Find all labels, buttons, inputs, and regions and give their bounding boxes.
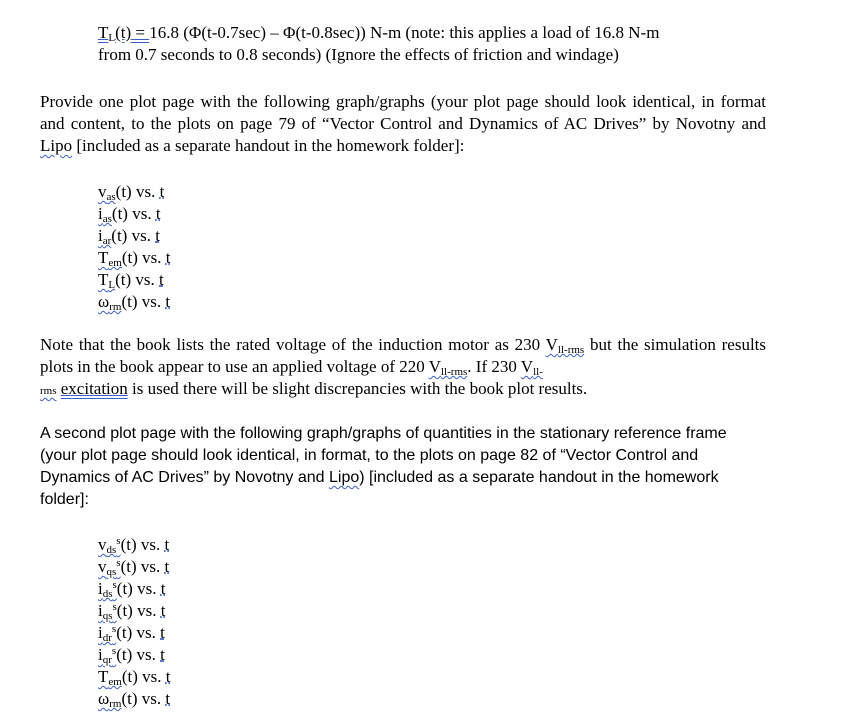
lipo-name: Lipo — [40, 136, 73, 155]
time-variable: t — [159, 182, 165, 201]
versus-text: (t) vs. — [121, 667, 166, 686]
quantity-symbol: $i_{as}$ — [98, 204, 112, 225]
versus-text: (t) vs. — [111, 226, 156, 245]
time-variable: t — [155, 204, 161, 223]
versus-text: (t) vs. — [121, 292, 166, 311]
quantity-symbol: $\omega_{rm}$ — [98, 689, 122, 710]
list-item — [98, 622, 171, 644]
time-variable: t — [159, 270, 164, 289]
list-item — [98, 269, 171, 291]
versus-text: (t) vs. — [121, 248, 166, 267]
list-item — [98, 644, 171, 666]
time-variable: t — [155, 226, 160, 245]
load-torque-equation — [98, 22, 778, 66]
equals-sign: = — [131, 23, 150, 42]
load-torque-line-2: from 0.7 seconds to 0.8 seconds) (Ignore the effects of friction and windage) — [98, 45, 619, 64]
quantity-symbol: $v_{ds}^s$ — [98, 535, 121, 556]
list-item — [98, 666, 171, 688]
time-variable: t — [165, 292, 171, 311]
list-item — [98, 578, 171, 600]
time-variable: t — [160, 623, 165, 642]
quantity-symbol: $v_{as}$ — [98, 182, 116, 203]
time-variable: t — [165, 667, 171, 686]
paragraph-voltage-note: Note that the book lists the rated voltage of the induction motor as 230 $V_{ll-rms}$ but the simulation results plots in the book appear to use an applied voltage of 220 $V_{ll-rms}$. If 230 $V_{ll-}$ rms excitation is used there will be slight discrepancies with the book plot results. — [40, 335, 767, 398]
quantity-symbol: $i_{qr}^s$ — [98, 645, 117, 666]
list-item — [98, 688, 171, 710]
versus-text: (t) vs. — [120, 557, 165, 576]
versus-text: (t) vs. — [115, 270, 160, 289]
list-item — [98, 247, 171, 269]
time-variable: t — [160, 601, 166, 620]
quantity-symbol: $T_L$ — [98, 270, 116, 291]
versus-text: (t) vs. — [116, 645, 161, 664]
voltage-symbol-2: $V_{ll-rms}$ — [428, 357, 468, 378]
quantity-symbol: $i_{ds}^s$ — [98, 579, 117, 600]
quantity-symbol: $T_{em}$ — [98, 667, 122, 688]
time-variable: t — [160, 645, 165, 664]
versus-text: (t) vs. — [115, 182, 160, 201]
quantity-symbol: $i_{qs}^s$ — [98, 601, 117, 622]
list-item — [98, 203, 171, 225]
quantity-symbol: $v_{qs}^s$ — [98, 557, 121, 578]
plot-list-1 — [98, 181, 171, 313]
time-variable: t — [164, 535, 170, 554]
versus-text: (t) vs. — [121, 689, 166, 708]
versus-text: (t) vs. — [111, 204, 156, 223]
voltage-symbol-3: $V_{ll-}$ — [520, 357, 543, 378]
rms-subscript: rms — [40, 385, 57, 397]
list-item — [98, 181, 171, 203]
quantity-symbol: $i_{ar}$ — [98, 226, 112, 247]
paragraph-plot-page-2: A second plot page with the following graph/graphs of quantities in the stationary reference frame (your plot page should look identical, in format, to the plots on page 82 of “Vector Control and Dynamics of AC Drives” by Novotny and Lipo) [included as a separate handout in the homework folder]: — [40, 425, 727, 508]
voltage-symbol-1: $V_{ll-rms}$ — [545, 335, 585, 356]
quantity-symbol: $\omega_{rm}$ — [98, 292, 122, 313]
versus-text: (t) vs. — [116, 601, 161, 620]
list-item — [98, 291, 171, 313]
versus-text: (t) vs. — [120, 535, 165, 554]
load-torque-line-1 — [98, 22, 778, 44]
load-torque-expression: 16.8 (Φ(t-0.7sec) – Φ(t-0.8sec)) N-m (note: this applies a load of 16.8 N-m — [149, 23, 660, 42]
quantity-symbol: $i_{dr}^s$ — [98, 623, 117, 644]
time-variable: t — [164, 557, 170, 576]
quantity-symbol: $T_{em}$ — [98, 248, 122, 269]
list-item — [98, 534, 171, 556]
versus-text: (t) vs. — [116, 623, 161, 642]
list-item — [98, 225, 171, 247]
paragraph-plot-page-1: Provide one plot page with the following graph/graphs (your plot page should look identical, in format and content, to the plots on page 79 of “Vector Control and Dynamics of AC Drives” by Novotny and Lipo [included as a separate handout in the homework folder]: — [40, 92, 766, 155]
list-item — [98, 600, 171, 622]
versus-text: (t) vs. — [116, 579, 161, 598]
lipo-name-2: Lipo — [329, 469, 360, 486]
time-variable: t — [160, 579, 166, 598]
excitation-word: excitation — [60, 379, 128, 398]
list-item — [98, 556, 171, 578]
load-torque-symbol: $T_L(t)$ — [98, 23, 132, 44]
time-variable: t — [165, 689, 171, 708]
plot-list-2 — [98, 534, 171, 710]
time-variable: t — [165, 248, 171, 267]
